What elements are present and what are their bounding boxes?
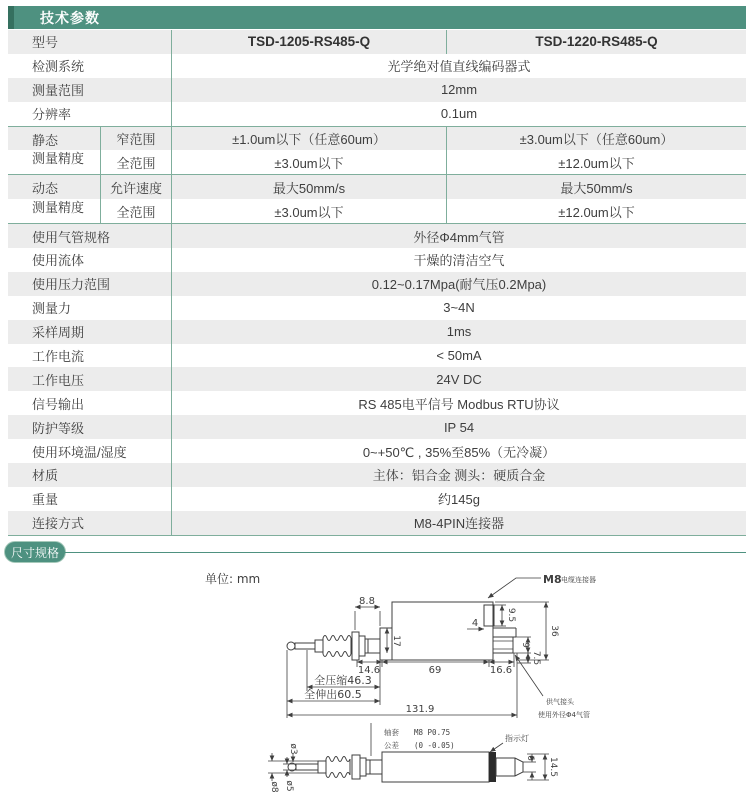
table-row xyxy=(8,54,746,78)
table-row xyxy=(8,248,746,272)
dim-extended: 全伸出60.5 xyxy=(304,688,362,701)
dim-36: 36 xyxy=(549,625,559,637)
value-cell: IP 54 xyxy=(171,415,746,439)
table-row xyxy=(8,224,746,248)
value-cell: < 50mA xyxy=(171,344,746,368)
dim-16-6: 16.6 xyxy=(489,665,513,676)
row-label: 防护等级 xyxy=(32,420,85,436)
table-row xyxy=(8,487,746,511)
row-label: 测量力 xyxy=(32,301,72,317)
value-cell: 1ms xyxy=(171,320,746,344)
tech-table xyxy=(8,30,746,536)
value-cell: 干燥的清洁空气 xyxy=(171,248,746,272)
m8-connector-label: M8 xyxy=(543,573,562,586)
drawing-side-view xyxy=(287,573,596,719)
dimensions-title: 尺寸规格 xyxy=(10,545,59,560)
dia-3: ø3 xyxy=(288,743,298,755)
table-row xyxy=(8,344,746,368)
dim-6: 6 xyxy=(525,755,535,761)
subrow-label: 全范围 xyxy=(100,150,171,174)
row-label: 测量范围 xyxy=(32,83,85,99)
subrow-label: 全范围 xyxy=(100,199,171,223)
table-row xyxy=(8,511,746,535)
dimensions-header-rule xyxy=(64,552,746,553)
row-label: 工作电压 xyxy=(32,372,85,388)
table-subrow xyxy=(8,175,746,199)
sleeve-label: 轴套 xyxy=(384,728,399,737)
value-cell: 约145g xyxy=(171,487,746,511)
tech-params-title: 技术参数 xyxy=(40,9,100,26)
row-label: 信号输出 xyxy=(32,396,85,412)
row-label: 连接方式 xyxy=(32,516,85,532)
row-label: 使用压力范围 xyxy=(32,277,111,293)
row-label: 检测系统 xyxy=(32,59,85,75)
value-cell: 主体：铝合金 测头：硬质合金 xyxy=(171,463,746,487)
value-cell: RS 485电平信号 Modbus RTU协议 xyxy=(171,391,746,415)
dia-8: ø8 xyxy=(269,781,279,793)
subrow-label: 窄范围 xyxy=(100,127,171,151)
dim-9-5: 9.5 xyxy=(506,607,516,623)
row-label: 型号 xyxy=(32,35,59,51)
value-cell: M8-4PIN连接器 xyxy=(171,511,746,535)
dim-compressed: 全压缩46.3 xyxy=(314,674,372,687)
value-cell: 0.1um xyxy=(171,102,746,126)
dimension-drawings xyxy=(0,565,750,794)
dia-5: ø5 xyxy=(284,780,294,792)
value-cell: 0.12~0.17Mpa(耐气压0.2Mpa) xyxy=(171,272,746,296)
air-fitting-label: 供气接头 xyxy=(546,698,574,706)
value-cell: ±3.0um以下（任意60um） xyxy=(446,127,746,151)
row-label: 分辨率 xyxy=(32,107,72,123)
row-label: 使用环境温/湿度 xyxy=(32,444,127,460)
row-label: 材质 xyxy=(32,468,59,484)
value-cell: TSD-1220-RS485-Q xyxy=(446,30,746,54)
row-label: 使用流体 xyxy=(32,253,85,269)
drawing-bottom-view xyxy=(268,723,558,793)
table-row xyxy=(8,391,746,415)
spec-group-row xyxy=(8,175,746,224)
row-label: 使用气管规格 xyxy=(32,229,111,245)
m8-connector-sublabel: 电缆连接器 xyxy=(561,576,596,584)
unit-label: 单位: mm xyxy=(205,572,261,586)
group-label: 静态 测量精度 xyxy=(32,132,85,167)
value-cell: ±1.0um以下（任意60um） xyxy=(171,127,446,151)
table-row xyxy=(8,367,746,391)
value-cell: 光学绝对值直线编码器式 xyxy=(171,54,746,78)
indicator-label: 指示灯 xyxy=(505,734,529,743)
table-row xyxy=(8,102,746,126)
group-label: 动态 测量精度 xyxy=(32,181,85,216)
table-row xyxy=(8,439,746,463)
dim-4: 4 xyxy=(471,618,479,629)
table-row xyxy=(8,78,746,102)
table-subrow xyxy=(8,127,746,151)
dim-17: 17 xyxy=(391,635,401,647)
air-note-label: 使用外径Φ4气管 xyxy=(538,711,590,719)
value-cell: TSD-1205-RS485-Q xyxy=(171,30,446,54)
table-subrow xyxy=(8,199,746,223)
value-cell: ±12.0um以下 xyxy=(446,199,746,223)
subrow-label: 允许速度 xyxy=(100,175,171,199)
value-cell: 最大50mm/s xyxy=(171,175,446,199)
table-row xyxy=(8,296,746,320)
value-cell: 外径Φ4mm气管 xyxy=(171,224,746,248)
table-row xyxy=(8,463,746,487)
dim-69: 69 xyxy=(428,665,442,676)
dim-14-6: 14.6 xyxy=(357,665,381,676)
spec-group-row xyxy=(8,126,746,176)
table-row xyxy=(8,30,746,54)
tech-params-header xyxy=(8,6,746,29)
dim-total: 131.9 xyxy=(405,704,435,715)
dim-7-5: 7.5 xyxy=(531,650,541,666)
table-row xyxy=(8,272,746,296)
row-label: 采样周期 xyxy=(32,325,85,341)
dim-8-8: 8.8 xyxy=(359,596,375,607)
dim-14-5: 14.5 xyxy=(548,756,558,778)
value-cell: ±3.0um以下 xyxy=(171,199,446,223)
value-cell: 最大50mm/s xyxy=(446,175,746,199)
table-row xyxy=(8,320,746,344)
value-cell: 3~4N xyxy=(171,296,746,320)
row-label: 重量 xyxy=(32,492,59,508)
sleeve-spec: M8 P0.75 xyxy=(414,728,451,737)
value-cell: 24V DC xyxy=(171,367,746,391)
dim-9: 9 xyxy=(520,642,530,648)
table-subrow xyxy=(8,150,746,174)
table-row xyxy=(8,415,746,439)
tolerance-label: 公差 xyxy=(384,741,399,750)
value-cell: 0~+50℃ , 35%至85%（无冷凝） xyxy=(171,439,746,463)
value-cell: ±3.0um以下 xyxy=(171,150,446,174)
tolerance-value: (0 -0.05) xyxy=(414,741,455,750)
value-cell: 12mm xyxy=(171,78,746,102)
row-label: 工作电流 xyxy=(32,349,85,365)
value-cell: ±12.0um以下 xyxy=(446,150,746,174)
dimensions-header-pill xyxy=(4,541,66,563)
